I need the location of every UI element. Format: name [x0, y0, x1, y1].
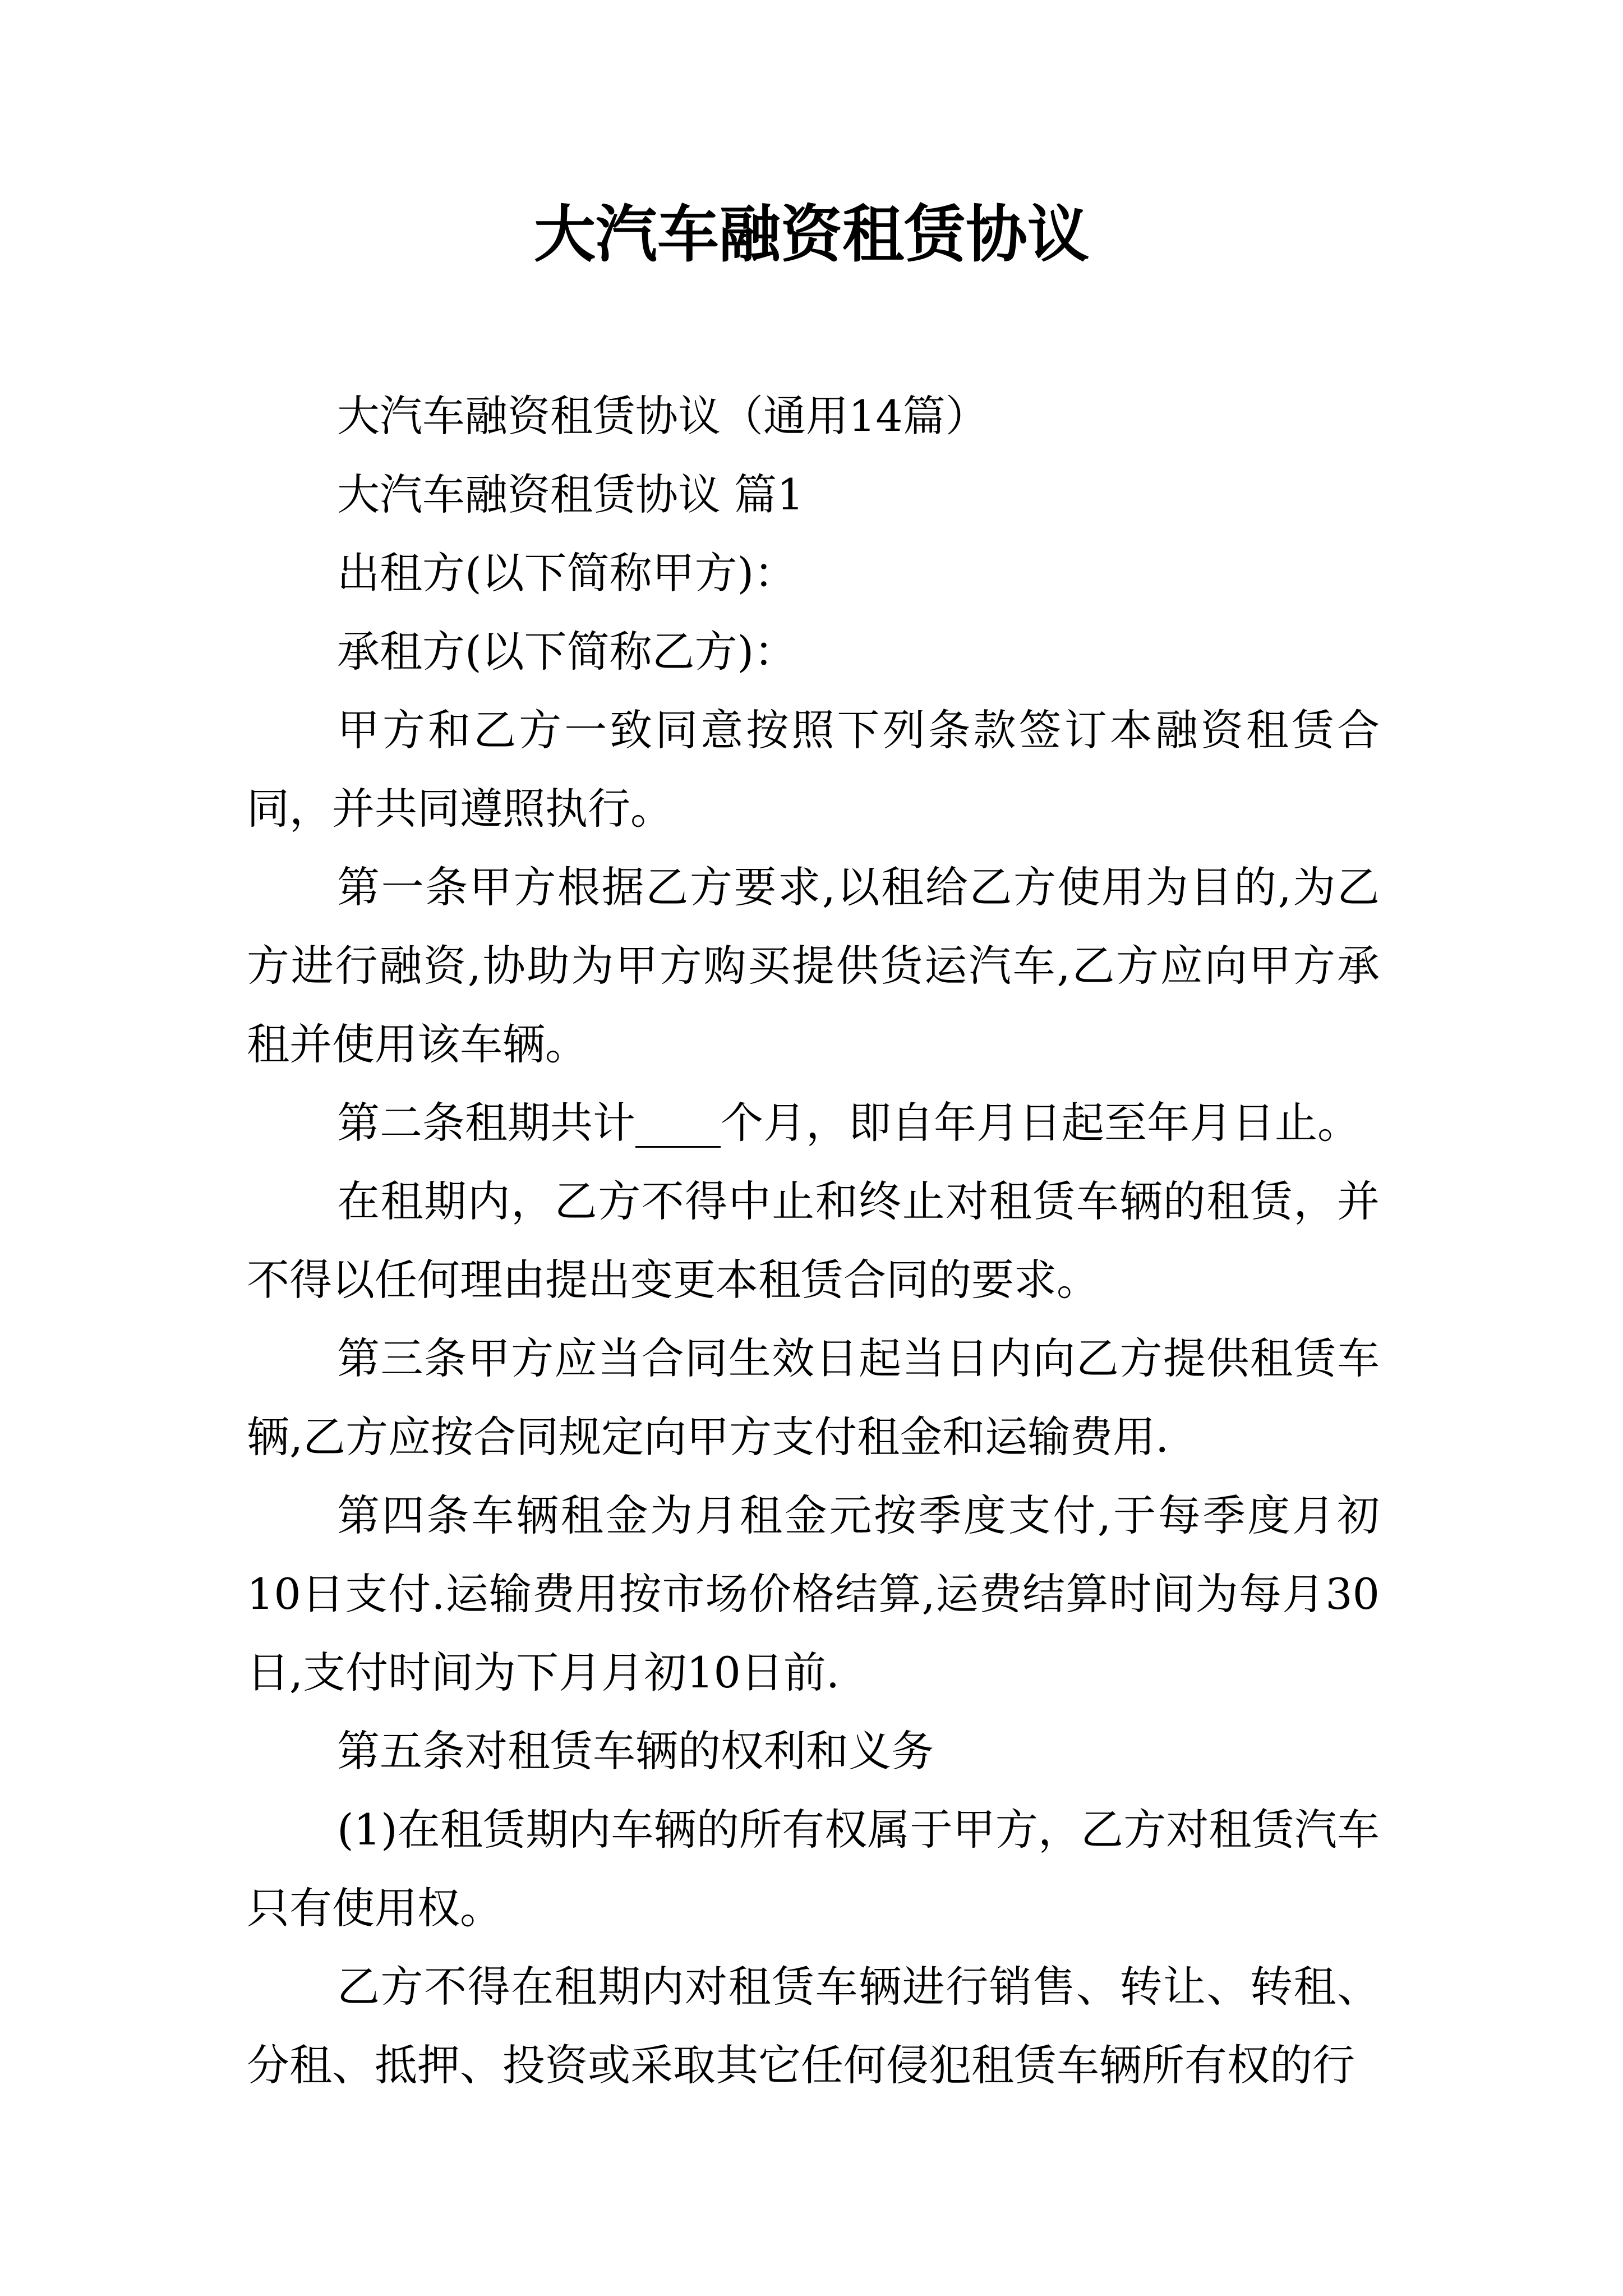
paragraph: 出租方(以下简称甲方)： — [337, 548, 797, 598]
paragraph: 甲方和乙方一致同意按照下列条款签订本融资租赁合同，并共同遵照执行。 — [247, 705, 1380, 834]
document-body — [247, 377, 1380, 2105]
paragraph: 第一条甲方根据乙方要求,以租给乙方使用为目的,为乙方进行融资,协助为甲方购买提供货运汽车,乙方应向甲方承租并使用该车辆。 — [247, 862, 1380, 1069]
paragraph: 大汽车融资租赁协议（通用14篇） — [337, 391, 988, 441]
document-title: 大汽车融资租赁协议 — [534, 198, 1089, 270]
paragraph: (1)在租赁期内车辆的所有权属于甲方，乙方对租赁汽车只有使用权。 — [247, 1805, 1380, 1933]
paragraph: 在租期内，乙方不得中止和终止对租赁车辆的租赁，并不得以任何理由提出变更本租赁合同的要求。 — [247, 1176, 1380, 1305]
paragraph: 第四条车辆租金为月租金元按季度支付,于每季度月初10日支付.运输费用按市场价格结算,运费结算时间为每月30日,支付时间为下月月初10日前. — [247, 1490, 1380, 1697]
paragraph: 承租方(以下简称乙方)： — [337, 627, 797, 677]
paragraph: 第五条对租赁车辆的权利和义务 — [337, 1726, 934, 1776]
paragraph: 大汽车融资租赁协议 篇1 — [337, 470, 804, 519]
paragraph: 第三条甲方应当合同生效日起当日内向乙方提供租赁车辆,乙方应按合同规定向甲方支付租金和运输费用. — [247, 1333, 1380, 1462]
paragraph: 第二条租期共计____个月，即自年月日起至年月日止。 — [337, 1098, 1360, 1148]
paragraph: 乙方不得在租期内对租赁车辆进行销售、转让、转租、分租、抵押、投资或采取其它任何侵犯租赁车辆所有权的行 — [247, 1962, 1380, 2090]
